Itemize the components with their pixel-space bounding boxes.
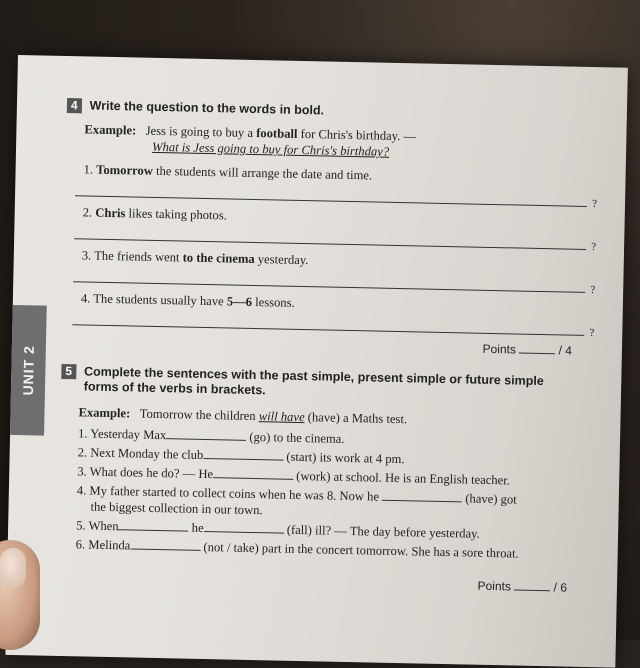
task-5-items bbox=[76, 425, 591, 563]
task-4-points: Points / 4 bbox=[482, 341, 573, 358]
task-5-item: 4. My father started to collect coins when he was 8. Now he (have) got bbox=[76, 483, 517, 507]
task-5-item: 3. What does he do? — He (work) at school. He is an English teacher. bbox=[77, 464, 511, 488]
task-5 bbox=[57, 364, 591, 595]
task-4-items bbox=[62, 161, 595, 336]
unit-tab bbox=[10, 305, 47, 436]
task-4-item: 3. The friends went to the cinema yesterday. ? bbox=[63, 247, 594, 293]
task-5-item-continuation: the biggest collection in our town. bbox=[90, 499, 263, 518]
task-4-header bbox=[67, 98, 597, 124]
task-5-number: 5 bbox=[61, 364, 76, 379]
task-5-item: 2. Next Monday the club (start) its work at 4 pm. bbox=[77, 445, 405, 467]
answer-blank[interactable] bbox=[166, 427, 246, 441]
task-4-number: 4 bbox=[67, 98, 82, 113]
task-4-example-answer: What is Jess going to buy for Chris's birthday? bbox=[151, 139, 390, 159]
answer-blank[interactable] bbox=[130, 537, 200, 550]
task-5-header bbox=[61, 364, 592, 405]
answer-blank[interactable] bbox=[203, 447, 283, 461]
task-4-item: 2. Chris likes taking photos. ? bbox=[64, 204, 595, 250]
task-5-example: Example: Tomorrow the children will have (have) a Maths test. bbox=[78, 405, 408, 427]
fingernail bbox=[0, 548, 26, 588]
task-5-item: 6. Melinda (not / take) part in the concert tomorrow. She has a sore throat. bbox=[75, 537, 519, 561]
task-5-item: 5. When he (fall) ill? — The day before yesterday. bbox=[76, 518, 480, 541]
task-5-item: 1. Yesterday Max (go) to the cinema. bbox=[77, 426, 345, 446]
task-5-points: Points / 6 bbox=[477, 578, 568, 595]
unit-label: UNIT 2 bbox=[19, 344, 37, 396]
task-4-item: 4. The students usually have 5—6 lessons. ? bbox=[62, 290, 593, 336]
workbook-page bbox=[5, 55, 627, 668]
task-4-item: 1. Tomorrow the students will arrange the date and time. ? bbox=[65, 161, 596, 207]
answer-blank[interactable] bbox=[119, 518, 189, 531]
task-5-title: Complete the sentences with the past simple, present simple or future simple forms of the verbs in brackets. bbox=[83, 364, 544, 398]
task-4-title: Write the question to the words in bold. bbox=[89, 98, 325, 118]
answer-blank[interactable] bbox=[213, 466, 293, 480]
task-4-example: Example: Jess is going to buy a football for Chris's birthday. — bbox=[84, 122, 417, 144]
task-4 bbox=[62, 98, 597, 358]
answer-blank[interactable] bbox=[204, 520, 284, 534]
points-blank[interactable] bbox=[519, 353, 555, 355]
answer-blank[interactable] bbox=[382, 489, 462, 503]
points-blank[interactable] bbox=[514, 590, 550, 592]
